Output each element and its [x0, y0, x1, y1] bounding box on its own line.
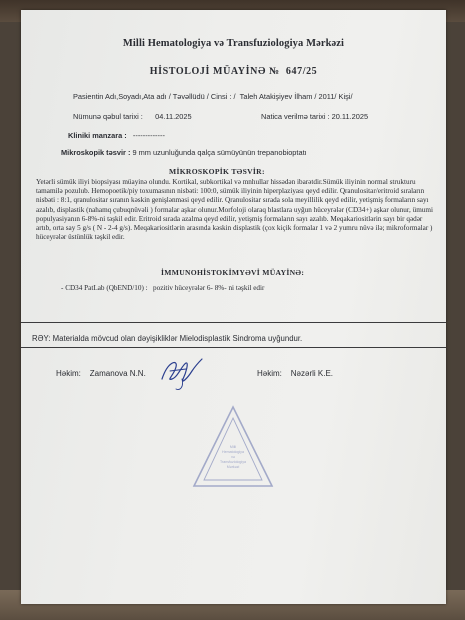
- conclusion-line: [32, 334, 302, 343]
- svg-text:Mərkəzi: Mərkəzi: [226, 465, 240, 469]
- stamp-image: [191, 404, 275, 490]
- institution-name: Milli Hematologiya və Transfuziologiya Mərkəzi: [122, 38, 345, 49]
- document-page: [21, 10, 446, 604]
- svg-text:Transfuziologiya: Transfuziologiya: [219, 460, 247, 464]
- svg-text:və: və: [231, 455, 235, 459]
- microscopic-description: Yetərli sümük iliyi biopsiyası müayinə olundu. Kortikal, subkortikal və mnhullar hissədən ibarətdir.Sümük iliyinin normal strukturu tamamilə pozulub. Hemopoetik/piy toxumasının nisbəti: 100:0, sümük iliyinin hiperplaziyası qeyd edilir. Qranulositar/eritroid sıraların nisbəti : 8:1, qranulositar sıranın kəskin genişlənməsi qeyd edilir. Qranulositar sırada sola meyillilik qeyd edilir, yetişmiş formaların sayı azalıb, displastik (nahamq çubuqnüvəli ) formalar aşkar olunur.Morfoloji olaraq blastlara uyğun hüceyrələr (CD34+) aşkar olunur, ümumi populyasiyanın 6-8%-ni təşkil edir. Eritroid sırada azalma qeyd edilir, yetişmiş formaların sayı azalıb. Meqakariositlərin sayı bir qədər artıb, orta say 5 g/s ( N - 2-4 g/s). Meqakariositlərin arasında kəskin displastik (çox kiçik formalar 1 və 2 yumru nüvə ilə; mikroformalar ) hüceyrələr üstünlük təşkil edir.: [36, 178, 433, 242]
- ihc-section-title: İMMUNOHİSTOKİMYƏVİ MÜAYİNƏ:: [161, 268, 305, 277]
- svg-text:Hematologiya: Hematologiya: [222, 450, 244, 454]
- patient-line: [73, 92, 353, 101]
- conclusion-text: Materialda mövcud olan dəyişikliklər Mielodisplastik Sindroma uyğundur.: [52, 334, 303, 343]
- divider-bottom: [21, 347, 446, 348]
- ihc-marker: - CD34 PatLab (QbEND/10) :: [61, 284, 148, 292]
- clinical-line: [68, 131, 165, 140]
- ihc-result: pozitiv hüceyrələr 6- 8%- ni təşkil edir: [153, 284, 265, 292]
- divider-top: [21, 322, 446, 323]
- doctor-right: [257, 369, 333, 378]
- sample-date-line: [73, 112, 192, 121]
- ihc-result-line: [61, 284, 264, 292]
- report-heading: [21, 66, 446, 77]
- sample-date-label: Nümunə qəbul tarixi :: [73, 112, 143, 121]
- microscopic-line: [61, 148, 307, 157]
- clinical-label: Kliniki manzara :: [68, 131, 127, 140]
- doctor-right-label: Həkim:: [257, 369, 282, 378]
- clinical-value: -------------: [132, 131, 165, 140]
- microscopic-label: Mikroskopik təsvir :: [61, 148, 131, 157]
- sample-date-value: 04.11.2025: [155, 112, 192, 121]
- issue-date-label: Natica verilmə tarixi :: [261, 112, 330, 121]
- report-number: 647/25: [285, 66, 318, 77]
- signature-image: [156, 353, 206, 393]
- patient-value: Taleh Atakişiyev İlham / 2011/ Kişi/: [239, 92, 353, 101]
- conclusion-label: RƏY:: [32, 334, 51, 343]
- doctor-left-label: Həkim:: [56, 369, 81, 378]
- issue-date-value: 20.11.2025: [331, 112, 369, 121]
- doctor-left-name: Zamanova N.N.: [89, 369, 146, 378]
- microscopic-value: 9 mm uzunluğunda qalça sümüyünün trepanobioptatı: [132, 148, 307, 157]
- report-title: HİSTOLOJİ MÜAYİNƏ №: [149, 66, 280, 77]
- patient-label: Pasientin Adı,Soyadı,Ata adı / Təvəllüdü / Cinsi : /: [73, 92, 236, 101]
- doctor-right-name: Nəzərli K.E.: [290, 369, 334, 378]
- microscopic-section-title: MİKROSKOPİK TƏSVİR:: [169, 167, 265, 176]
- svg-text:Milli: Milli: [229, 445, 237, 449]
- issue-date-line: [261, 112, 368, 121]
- doctor-left: [56, 369, 146, 378]
